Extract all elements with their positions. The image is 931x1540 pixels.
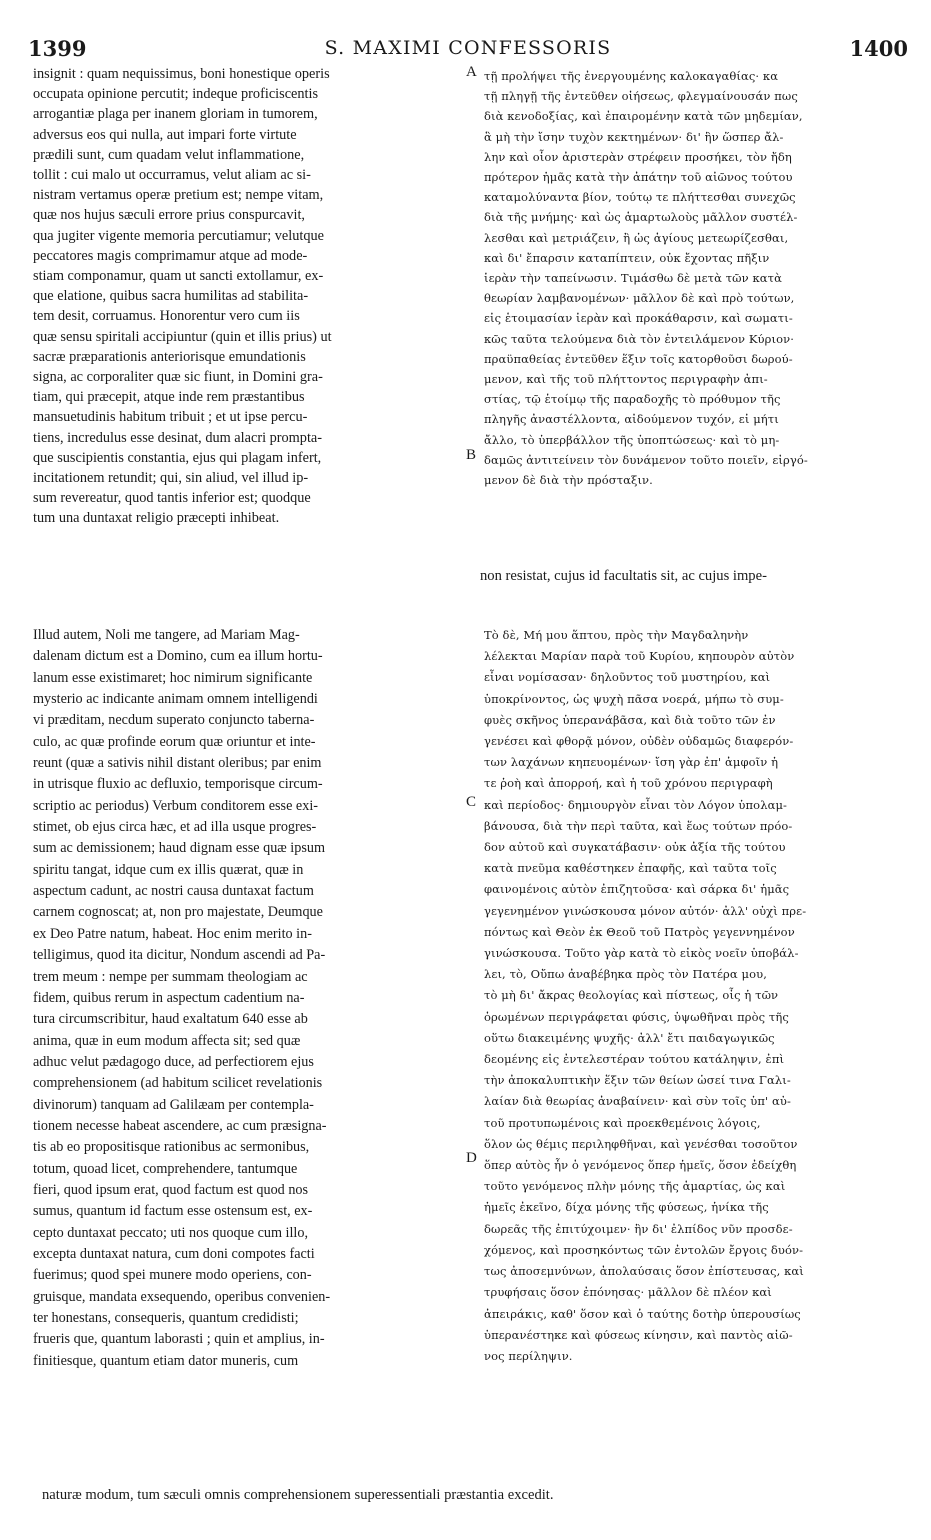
left-page-number: 1399 (28, 36, 87, 61)
section-marker-a: A (466, 64, 477, 80)
section-marker-d: D (466, 1150, 477, 1166)
running-head (28, 36, 908, 60)
right-page-number: 1400 (849, 36, 908, 61)
greek-column-bottom: Τὸ δὲ, Μή μου ἅπτου, πρὸς τὴν Μαγδαληνὴν λέλεκται Μαρίαν παρὰ τοῦ Κυρίου, κηπουρὸν αὐτὸν εἶναι νομίσασαν· δηλοῦντος τοῦ μυστηρίου, καὶ ὑποκρίνοντος, ὡς ψυχὴ πᾶσα νοερά, μήπω τὸ συμ- φυὲς σκῆνος ὑπερανάβᾶσα, καὶ διὰ τοῦτο τῶν ἐν γενέσει καὶ φθορᾷ μόνον, οὐδὲν οὐδαμῶς διαφερόν- των λαχάνων κηπευομένων· ἴση γὰρ ἐπ' ἀμφοῖν ἡ τε ῥοὴ καὶ ἀπορροή, καὶ ἡ τοῦ χρόνου περιγραφὴ καὶ περίοδος· δημιουργὸν εἶναι τὸν Λόγον ὑπολαμ- βάνουσα, διὰ τὴν περὶ ταῦτα, καὶ ἕως τούτων πρόο- δον αὐτοῦ καὶ συγκατάβασιν· οὐκ ἀξία τῆς τούτου κατὰ πνεῦμα καθέστηκεν ἐπαφῆς, καὶ ταῦτα τοῖς φαινομένοις αὐτὸν ἐπιζητοῦσα· καὶ σάρκα δι' ἡμᾶς γεγενημένον γινώσκουσα μόνον αὐτόν· ἀλλ' οὐχὶ πρε- πόντως καὶ Θεὸν ἐκ Θεοῦ τοῦ Πατρὸς γεγεννημένον γινώσκουσα. Τοῦτο γὰρ κατὰ τὸ εἰκὸς νοεῖν ὑποβάλ- λει, τὸ, Οὔπω ἀναβέβηκα πρὸς τὸν Πατέρα μου, τὸ μὴ δι' ἄκρας θεολογίας καὶ πίστεως, οἷς ἡ τῶν ὁρωμένων περιγράφεται φύσις, ὑψωθῆναι πρὸς τῆς οὕτω διακειμένης ψυχῆς· ἀλλ' ἔτι παιδαγωγικῶς δεομένης εἰς ἐντελεστέραν τούτου κατάληψιν, ἐπὶ τὴν ἀποκαλυπτικὴν ἕξιν τῶν θείων ὡσεί τινα Γαλι- λαίαν διὰ θεωρίας ἀναβαίνειν· καὶ σὺν τοῖς ὑπ' αὐ- τοῦ προτυπωμένοις καὶ προεκθεμένοις λόγοις, ὅλον ὡς θέμις περιληφθῆναι, καὶ γενέσθαι τοσοῦτον ὅπερ αὐτὸς ἦν ὁ γενόμενος ὅπερ ἡμεῖς, ὅσον ἐδείχθη τοῦτο γενόμενος πλὴν μόνης τῆς ἁμαρτίας, ὡς καὶ ἡμεῖς ἐκεῖνο, δίχα μόνης τῆς φύσεως, ἡνίκα τῆς δωρεᾶς τῆς ἐπιτύχοιμεν· ἣν δι' ἐλπίδος νῦν προσδε- χόμενος, καὶ προσηκόντως τῶν ἐντολῶν ἔργοις δυόν- τως ἀποσεμνύνων, ἀπολαύσαις ὅσον ἐπίστευσας, καὶ τρυφήσαις ὅσον ἐπόνησας· μᾶλλον δὲ πλέον καὶ ἀπειράκις, καθ' ὅσον καὶ ὁ ταύτης δοτὴρ ὑπερουσίως ὑπερανέστηκε καὶ φύσεως κίνησιν, καὶ παντὸς αἰῶ- νος περίληψιν. (484, 628, 807, 1363)
page-title: S. MAXIMI CONFESSORIS (324, 37, 612, 59)
greek-column-top: τῇ προλήψει τῆς ἐνεργουμένης καλοκαγαθίας· κα τῇ πληγῇ τῆς ἐντεῦθεν οἰήσεως, φλεγμαίνουσάν πως διὰ κενοδοξίας, καὶ ἐπαιρομένην κατὰ τῶν μηδεμίαν, ἃ μὴ τὴν ἴσην τυχὸν κεκτημένων· δι' ἣν ὥσπερ ἄλ- λην καὶ οἷον ἀριστερὰν στρέφειν προσήκει, τὸν ἤδη πρότερον ἡμᾶς κατὰ τὴν ἀπάτην τοῦ αἰῶνος τούτου καταμολύναντα βίον, τούτῳ τε πλήττεσθαι συνεχῶς διὰ τῆς μνήμης· καὶ ὡς ἁμαρτωλοὺς μᾶλλον συστέλ- λεσθαι καὶ μετριάζειν, ἢ ὡς ἁγίους μετεωρίζεσθαι, καὶ δι' ἔπαρσιν καταπίπτειν, οὐκ ἔχοντας πῆξιν ἱερὰν τὴν ταπείνωσιν. Τιμάσθω δὲ μετὰ τῶν κατὰ θεωρίαν λαμβανομένων· μᾶλλον δὲ καὶ πρὸ τούτων, εἰς ἑτοιμασίαν ἱερὰν καὶ προκάθαρσιν, καὶ σωματι- κῶς ταῦτα τελούμενα διὰ τὸν ἐντειλάμενον Κύριον· πραϋπαθείας ἐντεῦθεν ἕξιν τοῖς κατορθοῦσι δωρού- μενον, καὶ τῆς τοῦ πλήττοντος περιγραφὴν ἀπι- στίας, τῷ ἑτοίμῳ τῆς παραδοχῆς τὸ πρόθυμον τῆς πληγῆς ἀναστέλλοντα, αἰδούμενον τυχόν, εἰ μήτι ἄλλο, τὸ ὑπερβάλλον τῆς ὑποπτώσεως· καὶ τὸ μη- δαμῶς ἀντιτείνειν τὸν δυνάμενον τοῦτο ποιεῖν, εἰργό- μενον δὲ διὰ τὴν πρόσταξιν. (484, 69, 808, 488)
latin-continuation-bottom: naturæ modum, tum sæculi omnis comprehensionem superessentiali præstantia excedit. (42, 1487, 554, 1503)
section-marker-b: B (466, 447, 477, 463)
latin-continuation-top: non resistat, cujus id facultatis sit, ac cujus impe- (480, 568, 767, 584)
latin-column-bottom: Illud autem, Noli me tangere, ad Mariam Mag- dalenam dictum est a Domino, cum ea illum hortu- lanum esse existimaret; hoc nimirum significante mysterio ac indicante animam omnem intelligendi vi præditam, necdum superato conjuncto taberna- culo, ac quæ profinde eorum quæ oriuntur et inte- reunt (quæ a sativis nihil distant oleribus; par enim in utrisque fluxio ac defluxio, temporisque circum- scriptio ac periodus) Verbum conditorem esse exi- stimet, ob ejus circa hæc, et ad illa usque progres- sum ac demissionem; haud dignam esse quæ ipsum spiritu tangat, idque cum ex illis quærat, quæ in aspectum cadunt, ac nostri causa duntaxat factum carnem cognoscat; at, non pro majestate, Deumque ex Deo Patre natum, habeat. Hoc enim merito in- telligimus, quod ita dicitur, Nondum ascendi ad Pa- trem meum : nempe per summam theologiam ac fidem, quibus rerum in aspectum cadentium na- tura circumscribitur, haud exaltatum 640 esse ab anima, quæ in eum modum affecta sit; sed quæ adhuc velut pædagogo duce, ad perfectiorem ejus comprehensionem (ad habitum scilicet revelationis divinorum) tanquam ad Galilæam per contempla- tionem necesse habeat ascendere, ac cum præsigna- tis ab eo propositisque rationibus ac sermonibus, totum, quoad licet, comprehendere, tantumque fieri, quod ipsum erat, quod factum est quod nos sumus, quantum id factum esse ostensum est, ex- cepto duntaxat peccato; uti nos quoque cum illo, excepta duntaxat natura, cum doni compotes facti fuerimus; quod spei munere modo operiens, con- gruisque, mandata exsequendo, operibus convenien- ter honestans, consequeris, quantum credidisti; frueris que, quantum laborasti ; quin et amplius, in- finitiesque, quantum etiam dator muneris, cum (33, 627, 331, 1369)
section-marker-c: C (466, 794, 477, 810)
latin-column-top: insignit : quam nequissimus, boni honestique operis occupata opinione percutit; indeque proficiscentis arrogantiæ plaga per inanem gloriam in tumorem, adversus eos qui nulla, aut impari forte virtute prædili sunt, cum quadam velut inflammatione, tollit : cui malo ut occurramus, velut aliam ac si- nistram vertamus operæ pretium est; nempe vitam, quæ nos hujus sæculi errore prius conspurcavit, qua jugiter vigente memoria percutiamur; velutque peccatores magis comprimamur atque ad mode- stiam componamur, quam ut sancti extollamur, ex- que elatione, quibus sacra humilitas ad stabilita- tem desit, corruamus. Honorentur vero cum iis quæ sensu spiritali accipiuntur (quin et illis prius) ut sacræ præparationis anteriorisque emundationis signa, ac corporaliter quæ sic fiunt, in Domini gra- tiam, qui præcepit, atque inde rem præstantibus mansuetudinis habitum tribuit ; et ut ipse percu- tiens, incredulus esse desinat, dum alacri prompta- que suscipientis constantia, ejus qui plagam infert, incitationem retundit; qui, sin aliud, vel illud ip- sum revereatur, quod tantis inferior est; quodque tum una duntaxat religio præcepti inhibeat. (33, 66, 332, 527)
